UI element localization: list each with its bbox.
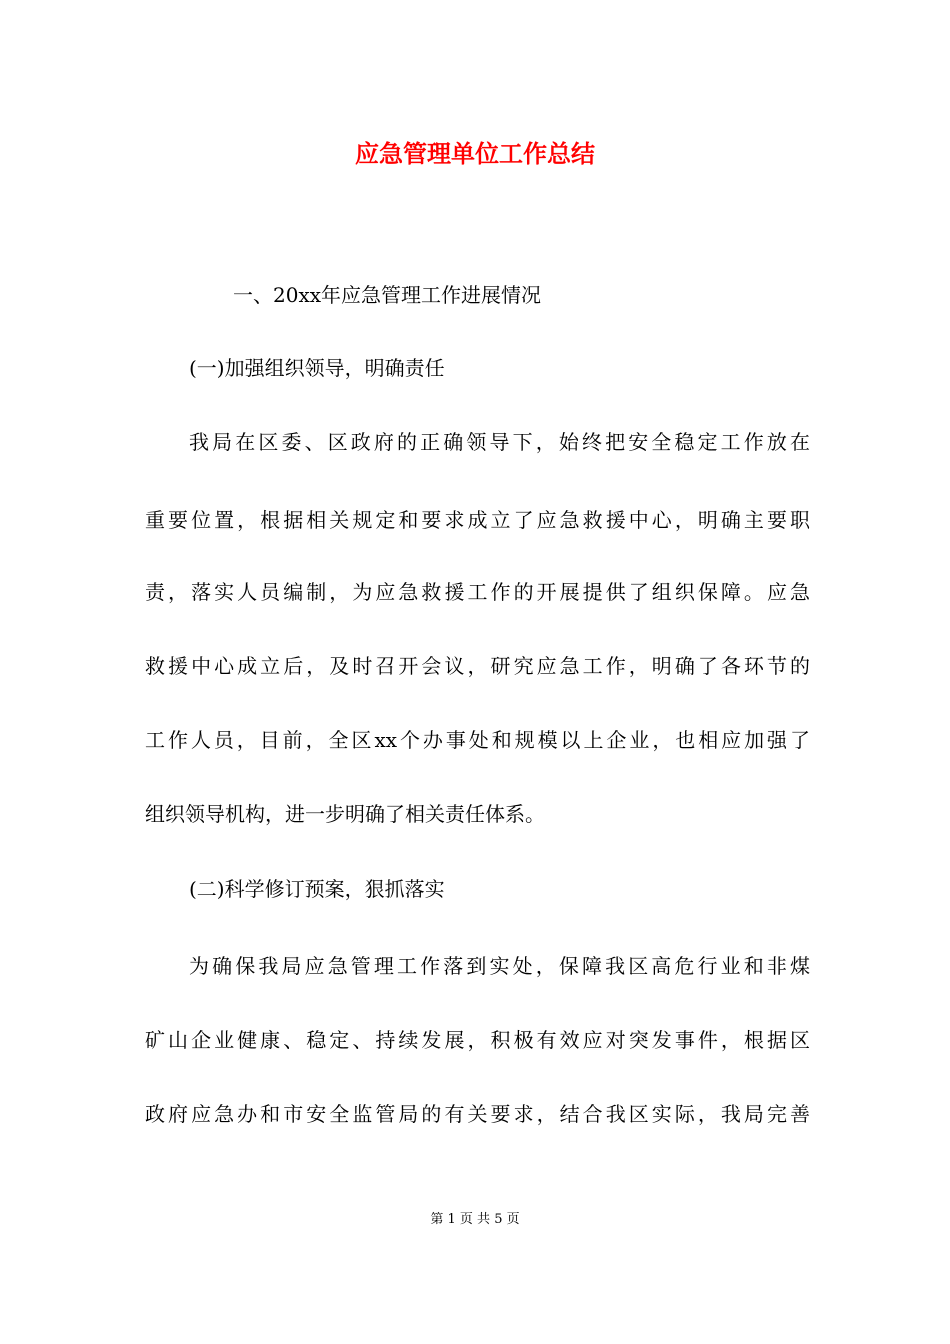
- paragraph-line: 责，落实人员编制，为应急救援工作的开展提供了组织保障。应急: [145, 580, 810, 604]
- paragraph-line: 组织领导机构，进一步明确了相关责任体系。: [145, 802, 545, 826]
- paragraph-line: 重要位置，根据相关规定和要求成立了应急救援中心，明确主要职: [145, 508, 810, 532]
- section-heading-1: 一、20xx年应急管理工作进展情况: [233, 283, 542, 307]
- paragraph-line: 政府应急办和市安全监管局的有关要求，结合我区实际，我局完善: [145, 1102, 810, 1126]
- paragraph-line: 为确保我局应急管理工作落到实处，保障我区高危行业和非煤: [189, 954, 810, 978]
- paragraph-line: 救援中心成立后，及时召开会议，研究应急工作，明确了各环节的: [145, 654, 810, 678]
- subsection-heading-2: (二)科学修订预案，狠抓落实: [189, 877, 445, 901]
- page-footer: 第 1 页 共 5 页: [430, 1212, 520, 1227]
- paragraph-line: 工作人员，目前，全区xx个办事处和规模以上企业，也相应加强了: [145, 728, 810, 752]
- paragraph-line: 矿山企业健康、稳定、持续发展，积极有效应对突发事件，根据区: [145, 1028, 810, 1052]
- document-title: 应急管理单位工作总结: [355, 139, 595, 168]
- subsection-heading-1: (一)加强组织领导，明确责任: [189, 356, 445, 380]
- paragraph-line: 我局在区委、区政府的正确领导下，始终把安全稳定工作放在: [189, 430, 810, 454]
